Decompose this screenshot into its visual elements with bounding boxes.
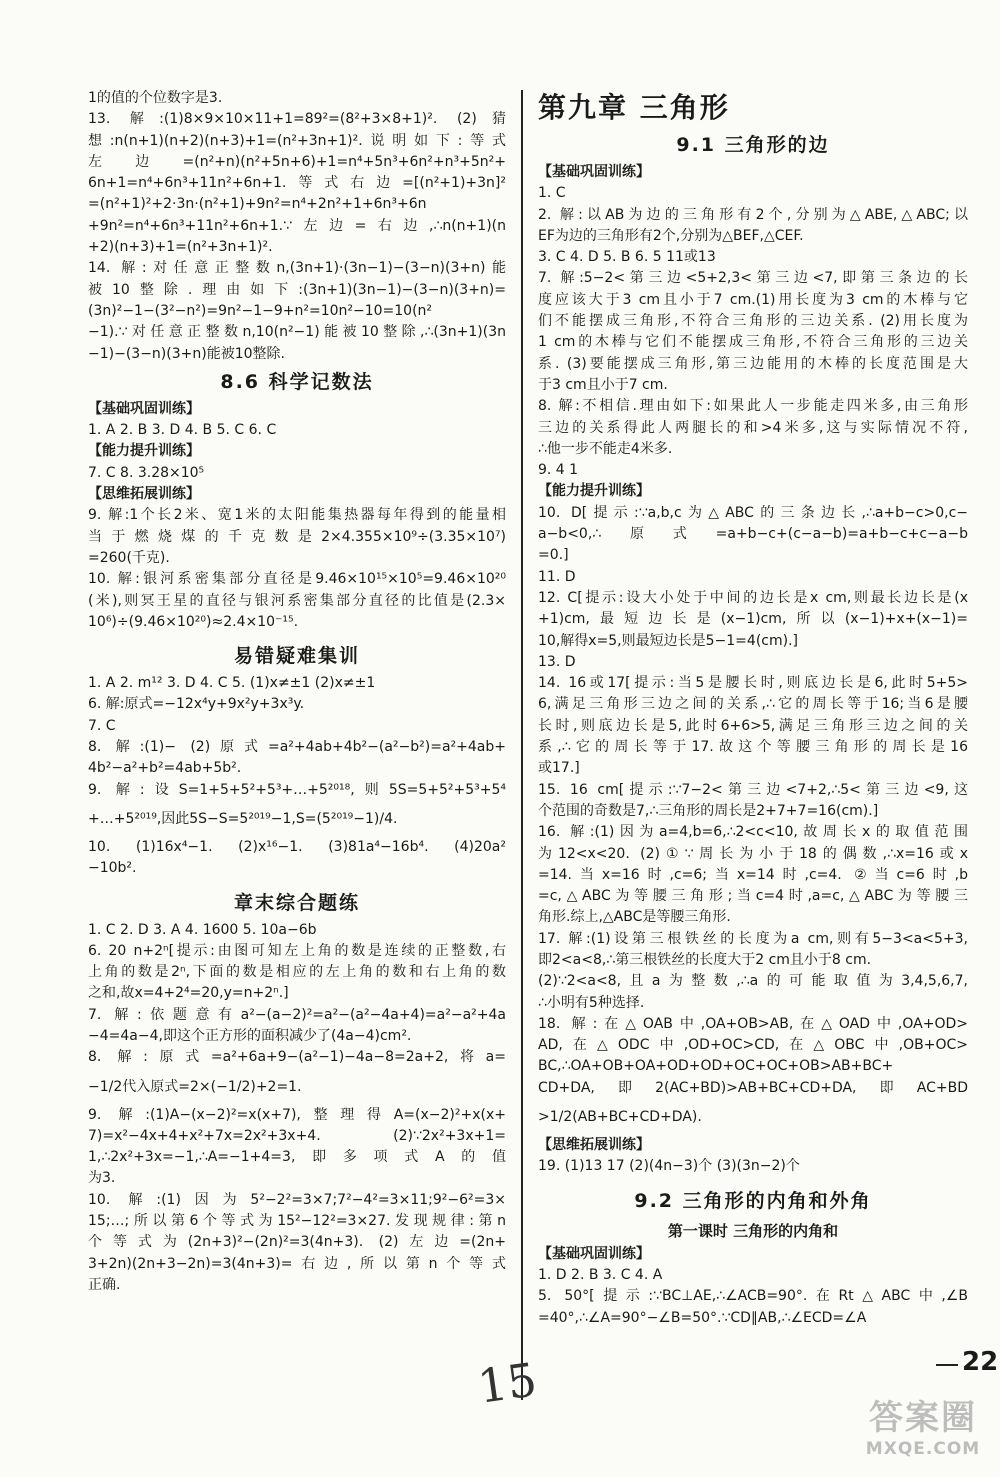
text-line: 7. 解:5−2<第三边<5+2,3<第三边<7,即第三条边的长 bbox=[538, 270, 968, 287]
text-line: 16. 解:(1)因为a=4,b=6,∴2<c<10,故周长x的取值范围 bbox=[538, 824, 968, 841]
text-line: 7)=x²−4x+4+x²+7x=2x²+3x+4. (2)∵2x²+3x+1= bbox=[88, 1127, 506, 1144]
answer-13 bbox=[88, 109, 506, 258]
text-line: −1/2代入原式=2×(−1/2)+2=1. bbox=[88, 1078, 302, 1095]
text-line: 14. 16或17[提示:当5是腰长时,则底边长是6,此时5+5> bbox=[538, 675, 968, 692]
text-line: −1).∵对任意正整数n,10(n²−1)能被10整除,∴(3n+1)(3n bbox=[88, 324, 506, 341]
text-line: 被10整除.理由如下:(3n+1)(3n−1)−(3−n)(3+n)= bbox=[88, 281, 506, 298]
text-line: 6. 20 n+2ⁿ[提示:由图可知左上角的数是连续的正整数,右 bbox=[88, 942, 506, 959]
text-line: 3+2n)(2n+3−2n)=3(4n+3)=右边,所以第n个等式 bbox=[88, 1255, 506, 1272]
text-line: 为3. bbox=[88, 1170, 116, 1187]
text-line: 9. 4 1 bbox=[538, 462, 579, 479]
section-title-chapter-review: 章末综合题练 bbox=[233, 891, 360, 914]
text-line: ∴小明有5种选择. bbox=[538, 994, 645, 1011]
text-line: a−b<0,∴原式=a+b−c+(c−a−b)=a+b−c+c−a−b bbox=[538, 526, 968, 543]
text-line: 当于燃烧煤的千克数是2×4.355×10⁹÷(3.35×10⁷) bbox=[88, 528, 506, 545]
watermark-title: 答案圈 bbox=[869, 1398, 977, 1438]
text-line: =0.] bbox=[538, 547, 569, 564]
text-line: 15. 16 cm[提示:∵7−2<第三边<7+2,∴5<第三边<9,这 bbox=[538, 781, 968, 798]
section-title-9-2: 9.2 三角形的内角和外角 bbox=[634, 1189, 872, 1212]
text-line: BC,∴OA+OB+OA+OD+OD+OC+OC+OB>AB+BC+ bbox=[538, 1058, 894, 1075]
text-line: 9. 解:设S=1+5+5²+5³+…+5²⁰¹⁸,则5S=5+5²+5³+5⁴ bbox=[88, 781, 506, 798]
text-line: 11. D bbox=[538, 568, 576, 585]
text-line: >1/2(AB+BC+CD+DA). bbox=[538, 1109, 702, 1126]
text-line: 5. 50°[提示:∵BC⊥AE,∴∠ACB=90°.在Rt△ABC中,∠B bbox=[538, 1288, 968, 1305]
text-line: 6n+1=n⁴+6n³+11n²+6n+1.等式右边=[(n²+1)+3n]² bbox=[88, 175, 506, 192]
text-line: −1)−(3−n)(3+n)能被10整除. bbox=[88, 345, 285, 362]
page-number-dash bbox=[936, 1364, 958, 1366]
text-line: 或17.] bbox=[538, 760, 580, 777]
intro-block bbox=[88, 88, 506, 109]
text-line: =(n²+1)²+2·3n·(n²+1)+9n²=n⁴+2n²+1+6n³+6n bbox=[88, 196, 427, 213]
basic-answers-9-2 bbox=[538, 1265, 968, 1329]
text-line: −4=4a−4,即这个正方形的面积减少了(4a−4)cm². bbox=[88, 1027, 412, 1044]
text-line: 7. 解:依题意有a²−(a−2)²=a²−(a²−4a+4)=a²−a²+4a bbox=[88, 1006, 506, 1023]
text-line: 个等式为(2n+3)²−(2n)²=3(4n+3). (2)左边=(2n+ bbox=[88, 1234, 506, 1251]
text-line: 12. C[提示:设大小处于中间的边长是x cm,则最长边长是(x bbox=[538, 589, 968, 606]
text-line: 系,∴它的周长等于17.故这个等腰三角形的周长是16 bbox=[538, 739, 968, 756]
training-tag: 【基础巩固训练】 bbox=[538, 1245, 650, 1262]
text-line: AD,在△ODC中,OD+OC>CD,在△OBC中,OB+OC> bbox=[538, 1037, 968, 1054]
text-line: 个范围的奇数是7,∴三角形的周长是2+7+7=16(cm).] bbox=[538, 802, 879, 819]
training-tag: 【基础巩固训练】 bbox=[538, 164, 650, 180]
text-line: 1的值的个位数字是3. bbox=[88, 90, 223, 106]
text-line: 15;…;所以第6个等式为15²−12²=3×27.发现规律:第n bbox=[88, 1213, 506, 1230]
right-column bbox=[538, 88, 968, 1329]
training-tag: 【能力提升训练】 bbox=[538, 483, 650, 500]
text-line: =40°,∴∠A=90°−∠B=50°.∵CD∥AB,∴∠ECD=∠A bbox=[538, 1309, 867, 1326]
left-column bbox=[88, 88, 506, 1296]
text-line: 4b²−a²+b²=4ab+5b². bbox=[88, 760, 242, 777]
text-line: 10⁶)÷(9.46×10²⁰)≈2.4×10⁻¹⁵. bbox=[88, 613, 299, 630]
text-line: 7. C bbox=[88, 717, 116, 734]
text-line: =c,△ABC为等腰三角形;当c=4时,a=c,△ABC为等腰三 bbox=[538, 888, 968, 905]
text-line: 2. 解:以AB为边的三角形有2个,分别为△ABE,△ABC;以 bbox=[538, 206, 968, 223]
training-tag: 【思维拓展训练】 bbox=[538, 1137, 650, 1154]
text-line: 系. (3)要能摆成三角形,第三边能用的木棒的长度范围是大 bbox=[538, 355, 968, 372]
text-line: 10,解得x=5,则最短边长是5−1=4(cm).] bbox=[538, 632, 798, 649]
text-line: 7. C 8. 3.28×10⁵ bbox=[88, 464, 205, 481]
text-line: 于3 cm且小于7 cm. bbox=[538, 376, 668, 393]
text-line: 们不能摆成三角形,不符合三角形的三边关系. (2)用长度为 bbox=[538, 313, 968, 330]
text-line: 9. 解:(1)A−(x−2)²=x(x+7),整理得A=(x−2)²+x(x+ bbox=[88, 1106, 506, 1123]
text-line: 度应该大于3 cm且小于7 cm.(1)用长度为3 cm的木棒与它 bbox=[538, 291, 968, 308]
basic-answers-9-1 bbox=[538, 183, 968, 481]
section-title-error-prone: 易错疑难集训 bbox=[233, 645, 360, 668]
ability-answers-9-1 bbox=[538, 503, 968, 1135]
text-line: 1. C 2. D 3. A 4. 1600 5. 10a−6b bbox=[88, 921, 317, 938]
training-tag: 【思维拓展训练】 bbox=[88, 486, 200, 503]
text-line: 10. (1)16x⁴−1. (2)x¹⁶−1. (3)81a⁴−16b⁴. (4)20a² bbox=[88, 838, 506, 855]
text-line: =14.当x=16时,c=6;当x=14时,c=4. ②当c=6时,b bbox=[538, 866, 968, 883]
text-line: 上角的数是2ⁿ,下面的数是相应的左上角的数和右上角的数 bbox=[88, 964, 506, 981]
text-line: 17. 解:(1)设第三根铁丝的长度为a cm,则有5−3<a<5+3, bbox=[538, 930, 968, 947]
text-line: 10. 解:银河系密集部分直径是9.46×10¹⁵×10⁵=9.46×10²⁰ bbox=[88, 571, 506, 588]
text-line: 想:n(n+1)(n+2)(n+3)+1=(n²+3n+1)².说明如下:等式 bbox=[88, 132, 506, 149]
text-line: +9n²=n⁴+6n³+11n²+6n+1.∵左边=右边,∴n(n+1)(n bbox=[88, 217, 506, 234]
text-line: 10. D[提示:∵a,b,c为△ABC的三条边长,∴a+b−c>0,c− bbox=[538, 504, 968, 521]
text-line: 8. 解:(1)− (2)原式=a²+4ab+4b²−(a²−b²)=a²+4ab+ bbox=[88, 739, 506, 756]
training-tag: 【能力提升训练】 bbox=[88, 443, 200, 460]
answer-9 bbox=[88, 505, 506, 569]
text-line: 1. C bbox=[538, 185, 566, 202]
training-tag: 【基础巩固训练】 bbox=[88, 400, 200, 417]
text-line: 19. (1)13 17 (2)(4n−3)个 (3)(3n−2)个 bbox=[538, 1158, 800, 1175]
text-line: +2)(n+3)+1=(n²+3n+1)². bbox=[88, 239, 273, 256]
page-number: 22 bbox=[962, 1347, 999, 1377]
text-line: 1 cm的木棒与它们不能摆成三角形,不符合三角形的三边关 bbox=[538, 334, 968, 351]
text-line: 6. 解:原式=−12x⁴y+9x²y+3x³y. bbox=[88, 696, 305, 713]
chapter-title: 第九章 三角形 bbox=[538, 91, 730, 124]
watermark-logo bbox=[858, 1398, 988, 1468]
text-line: 1. D 2. B 3. C 4. A bbox=[538, 1266, 663, 1283]
text-line: 三边的关系得此人两腿长的和>4米多,这与实际情况不符, bbox=[538, 419, 968, 436]
lesson-subtitle: 第一课时 三角形的内角和 bbox=[667, 1221, 839, 1240]
text-line: EF为边的三角形有2个,分别为△BEF,△CEF. bbox=[538, 227, 804, 244]
text-line: 为12<x<20. (2)①∵周长为小于18的偶数,∴x=16或x bbox=[538, 845, 968, 862]
text-line: 14. 解:对任意正整数n,(3n+1)·(3n−1)−(3−n)(3+n)能 bbox=[88, 260, 506, 277]
text-line: (米),则冥王星的直径与银河系密集部分直径的比值是(2.3× bbox=[88, 592, 506, 609]
section-title-9-1: 9.1 三角形的边 bbox=[676, 134, 830, 156]
text-line: 3. C 4. D 5. B 6. 5 11或13 bbox=[538, 249, 716, 266]
text-line: 角形.综上,△ABC是等腰三角形. bbox=[538, 909, 731, 926]
text-line: 13. D bbox=[538, 653, 576, 670]
section-title-8-6: 8.6 科学记数法 bbox=[220, 370, 374, 393]
text-line: 13. 解:(1)8×9×10×11+1=89²=(8²+3×8+1)². (2)猜 bbox=[88, 111, 506, 128]
text-line: −10b². bbox=[88, 860, 137, 877]
text-line: 9. 解:1个长2米、宽1米的太阳能集热器每年得到的能量相 bbox=[88, 507, 506, 524]
text-line: (2)∵2<a<8,且a为整数,∴a的可能取值为3,4,5,6,7, bbox=[538, 973, 968, 990]
text-line: 1. A 2. B 3. D 4. B 5. C 6. C bbox=[88, 422, 277, 439]
watermark-url: MXQE.COM bbox=[865, 1439, 981, 1459]
text-line: 10. 解:(1)因为5²−2²=3×7;7²−4²=3×11;9²−6²=3× bbox=[88, 1191, 506, 1208]
text-line: 正确. bbox=[88, 1276, 121, 1293]
text-line: +1)cm,最短边长是(x−1)cm,所以(x−1)+x+(x−1)= bbox=[538, 611, 968, 628]
text-line: 左边=(n²+n)(n²+5n+6)+1=n⁴+5n³+6n²+n³+5n²+ bbox=[88, 153, 506, 170]
text-line: ∴他一步不能走4米多. bbox=[538, 440, 673, 457]
handwritten-mark: 15 bbox=[474, 1352, 541, 1414]
text-line: 1,∴2x²+3x=−1,∴A=−1+4=3,即多项式A的值 bbox=[88, 1149, 506, 1166]
text-line: 8. 解:不相信.理由如下:如果此人一步能走四米多,由三角形 bbox=[538, 398, 968, 415]
text-line: 8. 解:原式=a²+6a+9−(a²−1)−4a−8=2a+2,将a= bbox=[88, 1049, 506, 1066]
answer-10 bbox=[88, 569, 506, 633]
text-line: 长时,则底边长是5,此时6+6>5,满足三角形三边之间的关 bbox=[538, 717, 968, 734]
answer-14 bbox=[88, 258, 506, 364]
chapter-review-answers bbox=[88, 920, 506, 1297]
text-line: 6,满足三角形三边之间的关系,∴它的周长等于16;当6是腰 bbox=[538, 696, 968, 713]
text-line: +…+5²⁰¹⁹,因此5S−S=5²⁰¹⁹−1,S=(5²⁰¹⁹−1)/4. bbox=[88, 810, 398, 827]
text-line: CD+DA,即2(AC+BD)>AB+BC+CD+DA,即AC+BD bbox=[538, 1079, 968, 1096]
text-line: 之和,故x=4+2⁴=20,y=n+2ⁿ.] bbox=[88, 985, 289, 1002]
text-line: =260(千克). bbox=[88, 549, 170, 566]
error-prone-answers bbox=[88, 673, 506, 879]
text-line: 18. 解:在△OAB中,OA+OB>AB,在△OAD中,OA+OD> bbox=[538, 1015, 968, 1032]
text-line: 即2<a<8,∴第三根铁丝的长度大于2 cm且小于8 cm. bbox=[538, 951, 872, 968]
text-line: (3n)²−1−(3²−n²)=9n²−1−9+n²=10n²−10=10(n² bbox=[88, 302, 433, 319]
text-line: 1. A 2. m¹² 3. D 4. C 5. (1)x≠±1 (2)x≠±1 bbox=[88, 675, 376, 692]
column-divider bbox=[521, 90, 523, 1400]
